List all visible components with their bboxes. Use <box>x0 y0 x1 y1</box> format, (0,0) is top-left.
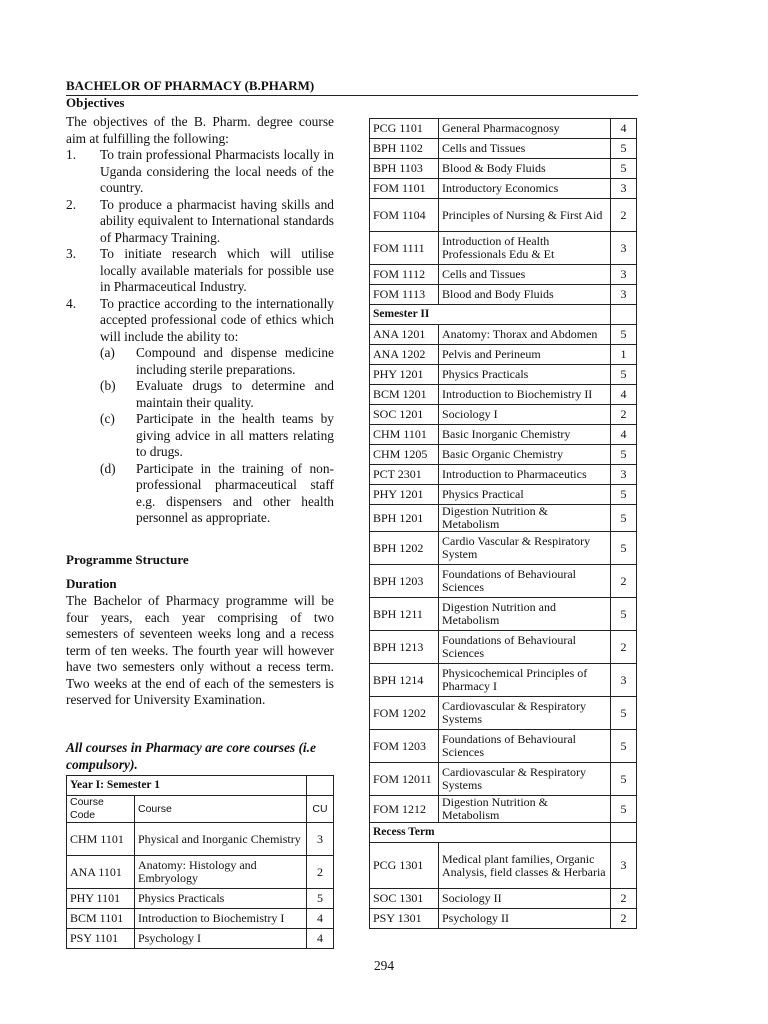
course-name-cell: Introductory Economics <box>439 179 611 199</box>
course-code-cell: PCT 2301 <box>370 465 439 485</box>
course-name-cell: Introduction of Health Professionals Edu & Et <box>439 232 611 265</box>
objective-item <box>66 197 334 247</box>
table-row <box>370 796 637 823</box>
course-code-cell: PCG 1301 <box>370 843 439 889</box>
table-row <box>370 345 637 365</box>
sub-objective-item <box>100 411 334 461</box>
course-code-cell: FOM 1113 <box>370 285 439 305</box>
table-row <box>370 425 637 445</box>
course-code-cell: CHM 1205 <box>370 445 439 465</box>
credit-units-cell: 4 <box>611 119 637 139</box>
credit-units-cell: 3 <box>611 232 637 265</box>
table-row <box>370 889 637 909</box>
table-row <box>67 929 334 949</box>
credit-units-cell: 1 <box>611 345 637 365</box>
course-code-cell: BPH 1202 <box>370 532 439 565</box>
table-row <box>370 325 637 345</box>
course-name-cell: Sociology I <box>439 405 611 425</box>
table-row <box>370 232 637 265</box>
credit-units-cell: 2 <box>611 889 637 909</box>
section-cu-cell <box>611 823 637 843</box>
credit-units-cell: 5 <box>611 325 637 345</box>
course-code-cell: FOM 1101 <box>370 179 439 199</box>
table-row <box>370 598 637 631</box>
course-code-cell: PSY 1101 <box>67 929 135 949</box>
course-code-cell: PHY 1201 <box>370 485 439 505</box>
objective-number: 3. <box>66 246 77 261</box>
credit-units-cell: 5 <box>611 485 637 505</box>
course-name-cell: Cells and Tissues <box>439 139 611 159</box>
sub-objective-text: Compound and dispense medicine including sterile preparations. <box>136 345 334 377</box>
table-row <box>370 909 637 929</box>
credit-units-cell: 5 <box>611 598 637 631</box>
section-cu-cell <box>611 305 637 325</box>
course-name-cell: Introduction to Biochemistry II <box>439 385 611 405</box>
course-code-cell: PHY 1201 <box>370 365 439 385</box>
course-name-cell: Cardiovascular & Respiratory Systems <box>439 763 611 796</box>
credit-units-cell: 3 <box>611 664 637 697</box>
course-code-cell: ANA 1201 <box>370 325 439 345</box>
table-row <box>67 856 334 889</box>
header-cu: CU <box>307 796 334 823</box>
course-name-cell: Basic Inorganic Chemistry <box>439 425 611 445</box>
sub-objective-letter: (a) <box>100 345 115 360</box>
table-row <box>370 445 637 465</box>
course-name-cell: Introduction to Pharmaceutics <box>439 465 611 485</box>
table-row <box>370 199 637 232</box>
sub-objective-letter: (b) <box>100 378 116 393</box>
table-row <box>370 465 637 485</box>
table-row <box>370 763 637 796</box>
course-name-cell: Blood and Body Fluids <box>439 285 611 305</box>
course-code-cell: CHM 1101 <box>67 823 135 856</box>
course-code-cell: BPH 1214 <box>370 664 439 697</box>
table-row <box>370 405 637 425</box>
credit-units-cell: 2 <box>307 856 334 889</box>
table-row <box>370 179 637 199</box>
credit-units-cell: 3 <box>611 285 637 305</box>
section-row <box>370 305 637 325</box>
course-code-cell: BCM 1201 <box>370 385 439 405</box>
credit-units-cell: 5 <box>611 159 637 179</box>
header-course: Course <box>135 796 307 823</box>
core-courses-note: All courses in Pharmacy are core courses (i.e compulsory). <box>66 740 316 772</box>
duration-text: The Bachelor of Pharmacy programme will be four years, each year comprising of two semesters of seventeen weeks long and a recess term of ten weeks. The fourth year will however have two semesters only without a recess term. Two weeks at the end of each of the semesters is reserved for University Examination. <box>66 593 334 707</box>
credit-units-cell: 4 <box>307 909 334 929</box>
header-course-code: Course Code <box>67 796 135 823</box>
course-table-continued <box>369 118 637 929</box>
course-code-cell: FOM 12011 <box>370 763 439 796</box>
course-code-cell: BCM 1101 <box>67 909 135 929</box>
course-name-cell: Anatomy: Histology and Embryology <box>135 856 307 889</box>
objective-number: 2. <box>66 196 77 212</box>
course-name-cell: Digestion Nutrition & Metabolism <box>439 505 611 532</box>
course-code-cell: CHM 1101 <box>370 425 439 445</box>
credit-units-cell: 5 <box>611 445 637 465</box>
course-code-cell: BPH 1102 <box>370 139 439 159</box>
credit-units-cell: 2 <box>611 565 637 598</box>
course-code-cell: BPH 1211 <box>370 598 439 631</box>
course-name-cell: Cardio Vascular & Respiratory System <box>439 532 611 565</box>
credit-units-cell: 5 <box>611 697 637 730</box>
semester-label: Year I: Semester 1 <box>67 776 307 796</box>
objective-item <box>66 246 334 296</box>
year1-semester1-table <box>66 775 334 949</box>
sub-objectives-list <box>66 345 334 527</box>
table-row <box>370 485 637 505</box>
section-row <box>370 823 637 843</box>
course-code-cell: PCG 1101 <box>370 119 439 139</box>
course-name-cell: Digestion Nutrition & Metabolism <box>439 796 611 823</box>
course-code-cell: BPH 1203 <box>370 565 439 598</box>
table-row <box>370 265 637 285</box>
credit-units-cell: 5 <box>611 763 637 796</box>
credit-units-cell: 5 <box>611 796 637 823</box>
course-code-cell: ANA 1202 <box>370 345 439 365</box>
course-code-cell: BPH 1201 <box>370 505 439 532</box>
credit-units-cell: 4 <box>307 929 334 949</box>
course-name-cell: Physical and Inorganic Chemistry <box>135 823 307 856</box>
table-row <box>370 365 637 385</box>
sub-objective-text: Evaluate drugs to determine and maintain their quality. <box>136 378 334 410</box>
objective-text: To train professional Pharmacists locally in Uganda considering the local needs of the country. <box>100 147 334 195</box>
table-row <box>370 730 637 763</box>
credit-units-cell: 5 <box>611 730 637 763</box>
table-row <box>370 119 637 139</box>
course-code-cell: PSY 1301 <box>370 909 439 929</box>
table-row <box>370 505 637 532</box>
credit-units-cell: 2 <box>611 631 637 664</box>
credit-units-cell: 3 <box>611 179 637 199</box>
course-code-cell: FOM 1203 <box>370 730 439 763</box>
credit-units-cell: 3 <box>307 823 334 856</box>
course-name-cell: Basic Organic Chemistry <box>439 445 611 465</box>
course-name-cell: Physicochemical Principles of Pharmacy I <box>439 664 611 697</box>
credit-units-cell: 3 <box>611 843 637 889</box>
credit-units-cell: 3 <box>611 265 637 285</box>
sub-objective-item <box>100 378 334 411</box>
table-row <box>370 664 637 697</box>
section-label: Semester II <box>370 305 611 325</box>
objective-text: To practice according to the internationally accepted professional code of ethics which will include the ability to: <box>100 295 334 344</box>
credit-units-cell: 2 <box>611 199 637 232</box>
objective-text: To produce a pharmacist having skills and ability equivalent to International standards of Pharmacy Training. <box>100 196 334 245</box>
sub-objective-text: Participate in the health teams by giving advice in all matters relating to drugs. <box>136 411 334 459</box>
course-name-cell: Physics Practicals <box>135 889 307 909</box>
objectives-intro: The objectives of the B. Pharm. degree course aim at fulfilling the following: <box>66 114 334 146</box>
sub-objective-text: Participate in the training of non-professional pharmaceutical staff e.g. dispensers and other health personnel as appropriate. <box>136 460 334 525</box>
table-row <box>370 631 637 664</box>
table-row <box>370 697 637 730</box>
credit-units-cell: 5 <box>611 139 637 159</box>
table-row <box>370 843 637 889</box>
duration-heading: Duration <box>66 576 117 591</box>
course-code-cell: BPH 1213 <box>370 631 439 664</box>
course-code-cell: FOM 1111 <box>370 232 439 265</box>
course-name-cell: Pelvis and Perineum <box>439 345 611 365</box>
course-name-cell: Sociology II <box>439 889 611 909</box>
course-name-cell: Foundations of Behavioural Sciences <box>439 730 611 763</box>
objective-item <box>66 147 334 197</box>
course-name-cell: General Pharmacognosy <box>439 119 611 139</box>
table-row <box>370 159 637 179</box>
credit-units-cell: 4 <box>611 425 637 445</box>
course-name-cell: Physics Practicals <box>439 365 611 385</box>
course-name-cell: Principles of Nursing & First Aid <box>439 199 611 232</box>
course-code-cell: BPH 1103 <box>370 159 439 179</box>
course-name-cell: Foundations of Behavioural Sciences <box>439 631 611 664</box>
course-code-cell: PHY 1101 <box>67 889 135 909</box>
course-name-cell: Psychology II <box>439 909 611 929</box>
course-name-cell: Digestion Nutrition and Metabolism <box>439 598 611 631</box>
sub-objective-item <box>100 345 334 378</box>
objective-text: To initiate research which will utilise locally available materials for possible use in Pharmaceutical Industry. <box>100 246 334 294</box>
table-row <box>67 823 334 856</box>
page-title: BACHELOR OF PHARMACY (B.PHARM) <box>66 78 638 96</box>
course-code-cell: SOC 1201 <box>370 405 439 425</box>
course-code-cell: FOM 1112 <box>370 265 439 285</box>
course-name-cell: Cardiovascular & Respiratory Systems <box>439 697 611 730</box>
course-name-cell: Physics Practical <box>439 485 611 505</box>
credit-units-cell: 2 <box>611 909 637 929</box>
credit-units-cell: 3 <box>611 465 637 485</box>
table-row <box>370 139 637 159</box>
course-name-cell: Foundations of Behavioural Sciences <box>439 565 611 598</box>
course-name-cell: Anatomy: Thorax and Abdomen <box>439 325 611 345</box>
table-row <box>370 565 637 598</box>
objectives-heading: Objectives <box>66 95 125 110</box>
objective-number: 4. <box>66 295 77 311</box>
course-code-cell: FOM 1202 <box>370 697 439 730</box>
course-name-cell: Blood & Body Fluids <box>439 159 611 179</box>
table-row <box>370 285 637 305</box>
course-code-cell: FOM 1212 <box>370 796 439 823</box>
section-label: Recess Term <box>370 823 611 843</box>
table-row <box>370 532 637 565</box>
course-name-cell: Psychology I <box>135 929 307 949</box>
credit-units-cell: 4 <box>611 385 637 405</box>
objective-item <box>66 296 334 346</box>
sub-objective-letter: (d) <box>100 460 116 476</box>
table-row <box>370 385 637 405</box>
credit-units-cell: 5 <box>611 365 637 385</box>
page-number: 294 <box>373 958 395 973</box>
table-row <box>67 889 334 909</box>
credit-units-cell: 5 <box>611 532 637 565</box>
objective-number: 1. <box>66 147 77 162</box>
course-code-cell: FOM 1104 <box>370 199 439 232</box>
credit-units-cell: 2 <box>611 405 637 425</box>
objectives-section <box>66 114 334 527</box>
credit-units-cell: 5 <box>307 889 334 909</box>
course-name-cell: Introduction to Biochemistry I <box>135 909 307 929</box>
programme-structure-heading: Programme Structure <box>66 552 189 567</box>
objectives-list <box>66 147 334 345</box>
course-code-cell: ANA 1101 <box>67 856 135 889</box>
table-row <box>67 909 334 929</box>
sub-objective-letter: (c) <box>100 411 115 426</box>
sub-objective-item <box>100 461 334 527</box>
course-name-cell: Cells and Tissues <box>439 265 611 285</box>
credit-units-cell: 5 <box>611 505 637 532</box>
course-code-cell: SOC 1301 <box>370 889 439 909</box>
course-name-cell: Medical plant families, Organic Analysis, field classes & Herbaria <box>439 843 611 889</box>
